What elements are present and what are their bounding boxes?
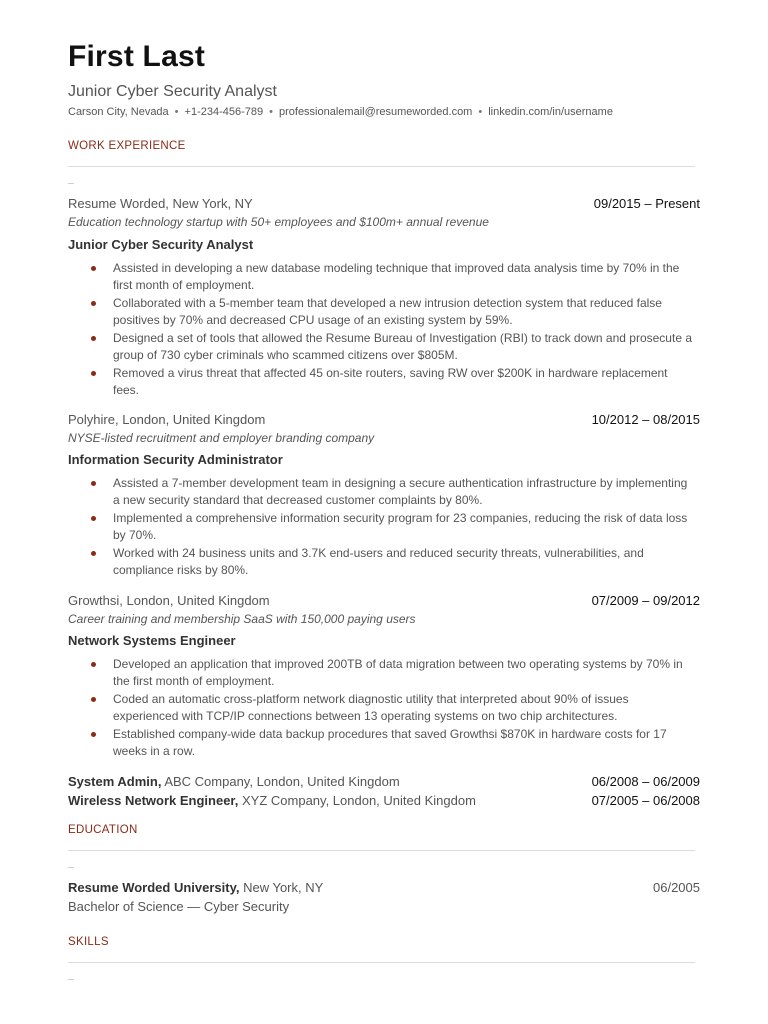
- contact-phone[interactable]: +1-234-456-789: [184, 106, 264, 118]
- short-role-dates: 06/2008 – 06/2009: [591, 774, 700, 789]
- job-description: Career training and membership SaaS with 150,000 paying users: [68, 612, 416, 626]
- bullet-icon: [91, 336, 96, 341]
- bullet-text: Removed a virus threat that affected 45 on-site routers, saving RW over $200K in hardware replacement fees.: [113, 366, 668, 397]
- contact-separator: •: [478, 106, 483, 118]
- job-description: NYSE-listed recruitment and employer branding company: [68, 431, 375, 445]
- bullet-text: Developed an application that improved 200TB of data migration between two operating systems by 70% in the first month of employment.: [113, 657, 683, 688]
- bullet-icon: [91, 697, 96, 702]
- bullet-item: [88, 365, 693, 399]
- job-company: Polyhire, London, United Kingdom: [68, 412, 266, 427]
- bullet-item: [88, 295, 693, 329]
- section-dash: [68, 183, 74, 184]
- education-heading: EDUCATION: [68, 824, 138, 836]
- candidate-title: Junior Cyber Security Analyst: [68, 83, 277, 100]
- bullet-item: [88, 475, 693, 509]
- short-role-title: System Admin,: [68, 774, 162, 789]
- candidate-name: First Last: [68, 40, 206, 73]
- bullet-icon: [91, 371, 96, 376]
- short-role-row: [68, 793, 700, 808]
- bullet-text: Designed a set of tools that allowed the Resume Bureau of Investigation (RBI) to track down and prosecute a group of 730 cyber criminals who scammed citizens over $805M.: [113, 331, 692, 362]
- job-role: Information Security Administrator: [68, 452, 283, 467]
- contact-email[interactable]: professionalemail@resumeworded.com: [278, 106, 473, 118]
- job-company: Growthsi, London, United Kingdom: [68, 593, 270, 608]
- bullet-text: Established company-wide data backup procedures that saved Growthsi $870K in hardware costs for 17 weeks in a row.: [113, 727, 667, 758]
- bullet-item: [88, 656, 693, 690]
- bullet-text: Coded an automatic cross-platform network diagnostic utility that interpreted about 90% of issues experienced with TCP/IP connections between 13 operating systems on two chip architectures.: [113, 692, 629, 723]
- bullet-text: Worked with 24 business units and 3.7K end-users and reduced security threats, vulnerabilities, and compliance risks by 80%.: [113, 546, 644, 577]
- section-divider: [68, 850, 695, 851]
- bullet-text: Implemented a comprehensive information security program for 23 companies, reducing the risk of data loss by 70%.: [113, 511, 688, 542]
- contact-location: Carson City, Nevada: [68, 106, 169, 118]
- short-role-company: ABC Company, London, United Kingdom: [161, 774, 400, 789]
- bullet-item: [88, 330, 693, 364]
- bullet-icon: [91, 301, 96, 306]
- job-role: Junior Cyber Security Analyst: [68, 237, 254, 252]
- bullet-icon: [91, 481, 96, 486]
- section-divider: [68, 166, 695, 167]
- short-role-company: XYZ Company, London, United Kingdom: [238, 793, 476, 808]
- job-header: [68, 412, 700, 427]
- job-header: [68, 593, 700, 608]
- bullet-item: [88, 691, 693, 725]
- bullet-icon: [91, 516, 96, 521]
- short-role-title: Wireless Network Engineer,: [68, 793, 239, 808]
- short-role-dates: 07/2005 – 06/2008: [591, 793, 700, 808]
- contact-separator: •: [174, 106, 179, 118]
- education-date: 06/2005: [653, 880, 700, 895]
- bullet-item: [88, 260, 693, 294]
- bullet-text: Assisted in developing a new database modeling technique that improved data analysis time by 70% in the first month of employment.: [113, 261, 680, 292]
- bullet-icon: [91, 551, 96, 556]
- bullet-item: [88, 510, 693, 544]
- section-dash: [68, 867, 74, 868]
- contact-line: [68, 106, 613, 118]
- education-school: Resume Worded University,: [68, 880, 240, 895]
- education-degree: Bachelor of Science — Cyber Security: [68, 899, 290, 914]
- education-row: [68, 880, 700, 895]
- bullet-icon: [91, 732, 96, 737]
- job-company: Resume Worded, New York, NY: [68, 196, 253, 211]
- job-description: Education technology startup with 50+ employees and $100m+ annual revenue: [68, 215, 489, 229]
- work-experience-heading: WORK EXPERIENCE: [68, 140, 186, 152]
- job-dates: 10/2012 – 08/2015: [591, 412, 700, 427]
- bullet-item: [88, 726, 693, 760]
- bullet-text: Assisted a 7-member development team in designing a secure authentication infrastructure by implementing a new security standard that decreased customer complaints by 80%.: [113, 476, 688, 507]
- education-location: New York, NY: [239, 880, 324, 895]
- section-dash: [68, 979, 74, 980]
- bullet-item: [88, 545, 693, 579]
- skills-heading: SKILLS: [68, 936, 109, 948]
- job-dates: 07/2009 – 09/2012: [591, 593, 700, 608]
- contact-separator: •: [269, 106, 273, 118]
- bullet-icon: [91, 662, 96, 667]
- section-divider: [68, 962, 695, 963]
- bullet-text: Collaborated with a 5-member team that developed a new intrusion detection system that reduced false positives by 70% and decreased CPU usage of an existing system by 59%.: [113, 296, 662, 327]
- job-header: [68, 196, 700, 211]
- job-bullets: [88, 475, 693, 580]
- job-role: Network Systems Engineer: [68, 633, 236, 648]
- job-dates: 09/2015 – Present: [593, 196, 700, 211]
- short-role-row: [68, 774, 700, 789]
- job-bullets: [88, 260, 693, 400]
- bullet-icon: [91, 266, 96, 271]
- contact-linkedin[interactable]: linkedin.com/in/username: [488, 106, 613, 118]
- job-bullets: [88, 656, 693, 761]
